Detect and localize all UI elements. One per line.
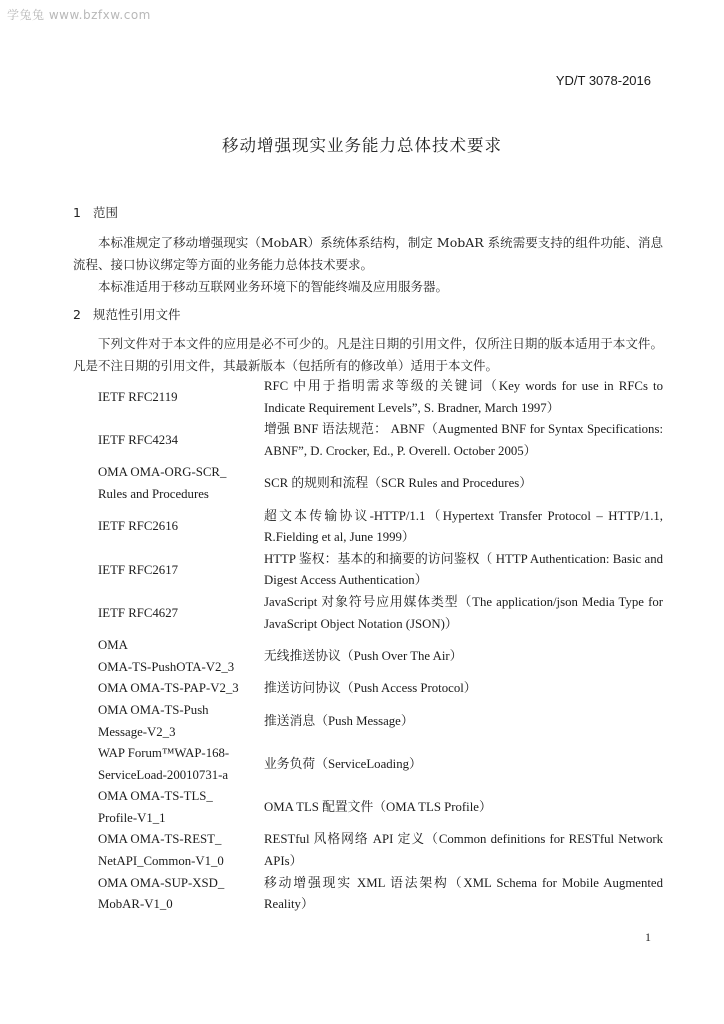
reference-id-line: Message-V2_3 <box>98 724 176 739</box>
reference-title: OMA TLS 配置文件（OMA TLS Profile） <box>264 800 492 815</box>
reference-id <box>98 462 264 505</box>
reference-id <box>98 387 264 409</box>
section-1-body <box>73 232 663 298</box>
reference-id <box>98 516 264 538</box>
reference-title: SCR 的规则和流程（SCR Rules and Procedures） <box>264 476 533 491</box>
reference-id <box>98 873 264 916</box>
reference-row <box>98 743 663 786</box>
section-2-body <box>73 333 663 377</box>
reference-id <box>98 430 264 452</box>
reference-id-line: IETF RFC4234 <box>98 432 178 447</box>
reference-id-line: IETF RFC4627 <box>98 605 178 620</box>
reference-row <box>98 700 663 743</box>
reference-id-line: ServiceLoad-20010731-a <box>98 767 229 782</box>
reference-title: RFC 中用于指明需求等级的关键词（Key words for use in RFCs to Indicate Requirement Levels”, S. Bradner, March 1997） <box>264 379 663 415</box>
reference-row <box>98 549 663 592</box>
reference-title: 推送访问协议（Push Access Protocol） <box>264 681 477 696</box>
reference-title: 业务负荷（ServiceLoading） <box>264 756 422 771</box>
reference-row <box>98 829 663 872</box>
reference-id <box>98 635 264 678</box>
reference-id-line: OMA OMA-TS-REST_ <box>98 832 222 847</box>
reference-id <box>98 786 264 829</box>
watermark: 学兔兔 www.bzfxw.com <box>7 8 151 22</box>
reference-row <box>98 678 663 700</box>
reference-id <box>98 700 264 743</box>
section-2-number: 2 <box>73 307 81 322</box>
section-2-title: 规范性引用文件 <box>93 307 181 322</box>
section-2-heading <box>73 305 181 323</box>
reference-id-line: OMA <box>98 638 128 653</box>
reference-title: 推送消息（Push Message） <box>264 713 414 728</box>
page-number: 1 <box>645 930 651 944</box>
reference-id-line: WAP Forum™WAP-168- <box>98 746 230 761</box>
reference-row <box>98 873 663 916</box>
reference-id-line: OMA OMA-ORG-SCR_ <box>98 465 227 480</box>
reference-id <box>98 603 264 625</box>
reference-row <box>98 635 663 678</box>
section-1-heading <box>73 203 118 221</box>
section-1-title: 范围 <box>93 205 119 220</box>
document-title: 移动增强现实业务能力总体技术要求 <box>222 136 502 155</box>
reference-id-line: Profile-V1_1 <box>98 810 166 825</box>
section-2-paragraph-1: 下列文件对于本文件的应用是必不可少的。凡是注日期的引用文件，仅所注日期的版本适用于本文件。凡是不注日期的引用文件，其最新版本（包括所有的修改单）适用于本文件。 <box>73 336 663 373</box>
reference-id <box>98 560 264 582</box>
reference-id-line: IETF RFC2616 <box>98 519 178 534</box>
reference-title: 超文本传输协议-HTTP/1.1（Hypertext Transfer Protocol – HTTP/1.1, R.Fielding et al, June 1999） <box>264 508 663 545</box>
section-1-number: 1 <box>73 205 81 220</box>
reference-row <box>98 592 663 635</box>
reference-row <box>98 419 663 462</box>
reference-id <box>98 829 264 872</box>
reference-id-line: OMA OMA-TS-Push <box>98 702 209 717</box>
document-number: YD/T 3078-2016 <box>555 73 651 88</box>
reference-id-line: OMA OMA-TS-PAP-V2_3 <box>98 681 239 696</box>
reference-id <box>98 743 264 786</box>
reference-id-line: NetAPI_Common-V1_0 <box>98 854 224 869</box>
reference-id-line: Rules and Procedures <box>98 486 209 501</box>
reference-id-line: OMA-TS-PushOTA-V2_3 <box>98 659 235 674</box>
reference-id-line: OMA OMA-SUP-XSD_ <box>98 875 225 890</box>
reference-id-line: IETF RFC2119 <box>98 389 178 404</box>
reference-row <box>98 786 663 829</box>
reference-row <box>98 506 663 549</box>
reference-id <box>98 678 264 700</box>
reference-title: 移动增强现实 XML 语法架构（XML Schema for Mobile Augmented Reality） <box>264 875 663 912</box>
reference-row <box>98 376 663 419</box>
section-1-paragraph-1: 本标准规定了移动增强现实（MobAR）系统体系结构，制定 MobAR 系统需要支持的组件功能、消息流程、接口协议绑定等方面的业务能力总体技术要求。 <box>73 235 663 272</box>
reference-title: 无线推送协议（Push Over The Air） <box>264 648 463 663</box>
reference-title: RESTful 风格网络 API 定义（Common definitions for RESTful Network APIs） <box>264 832 663 869</box>
reference-title: 增强 BNF 语法规范： ABNF（Augmented BNF for Syntax Specifications: ABNF”, D. Crocker, Ed., P. Overell. October 2005） <box>264 422 663 458</box>
reference-list <box>98 376 663 916</box>
reference-title: HTTP 鉴权：基本的和摘要的访问鉴权（ HTTP Authentication: Basic and Digest Access Authentication） <box>264 551 663 588</box>
reference-id-line: MobAR-V1_0 <box>98 897 173 912</box>
reference-id-line: IETF RFC2617 <box>98 562 178 577</box>
reference-id-line: OMA OMA-TS-TLS_ <box>98 789 213 804</box>
reference-title: JavaScript 对象符号应用媒体类型（The application/json Media Type for JavaScript Object Notation (JSON)） <box>264 594 663 631</box>
reference-row <box>98 462 663 505</box>
section-1-paragraph-2: 本标准适用于移动互联网业务环境下的智能终端及应用服务器。 <box>98 279 449 294</box>
